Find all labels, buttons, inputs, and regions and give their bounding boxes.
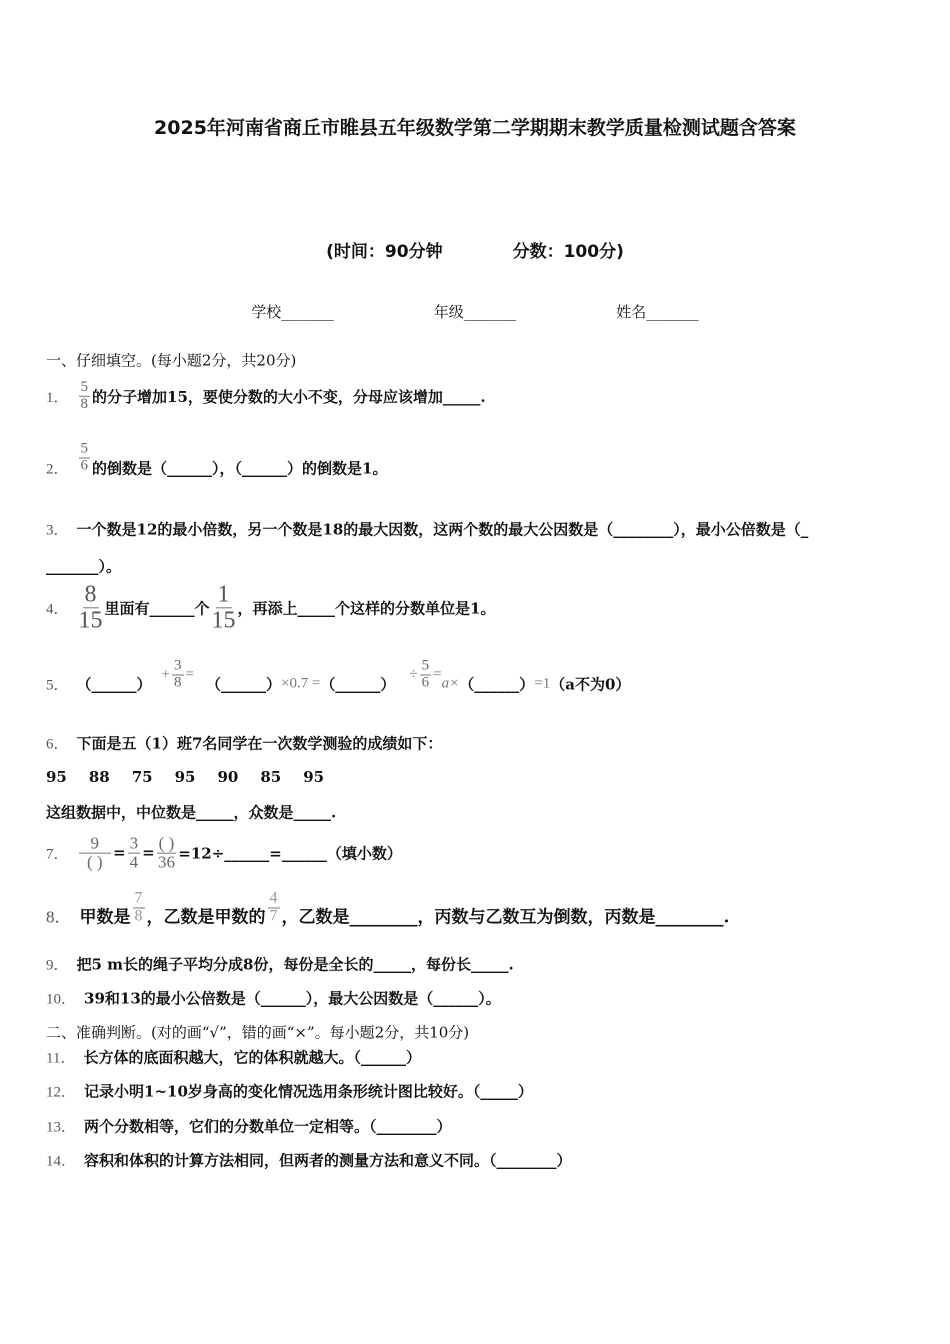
question-12 [46,1081,533,1102]
question-text: 记录小明1~10岁身高的变化情况选用条形统计图比较好。（_____） [84,1082,533,1101]
numerator: 3 [129,833,139,853]
question-number: 6． [46,736,69,753]
blank: （______） [320,675,396,694]
score: 85 [260,768,282,786]
question-text: 的分子增加15，要使分数的大小不变，分母应该增加_____. [92,387,486,406]
question-text: =12÷______=______（填小数） [178,844,402,863]
question-6 [46,733,442,754]
expression: ×0.7 = [280,675,321,692]
denominator: 6 [421,674,430,691]
numerator: 5 [80,440,89,457]
denominator: 7 [269,907,278,925]
equals-sign: = [113,844,126,862]
fraction [133,891,145,926]
question-3-continued: _______）。 [46,557,122,576]
numerator: 7 [134,889,143,907]
question-number: 3． [46,522,69,539]
question-text: 下面是五（1）班7名同学在一次数学测验的成绩如下： [76,734,443,753]
fraction [79,442,91,475]
question-number: 14． [46,1153,77,1170]
question-8 [46,889,729,928]
name-field: 姓名_______ [616,303,699,321]
denominator: ( ) [86,852,103,872]
denominator: 6 [80,457,89,474]
divide-sign: ÷ [409,666,418,683]
question-text: ，乙数是甲数的 [146,907,266,928]
question-text: 容积和体积的计算方法相同，但两者的测量方法和意义不同。（________） [84,1151,572,1170]
question-number: 11． [46,1050,76,1067]
question-text: 一个数是12的最小倍数，另一个数是18的最大因数，这两个数的最大公因数是（________），最小公倍数是（_ [76,520,809,539]
question-number: 9． [46,957,69,974]
denominator: 4 [129,852,139,872]
fraction [212,582,236,633]
score: 75 [131,768,153,786]
denominator: 8 [80,395,89,412]
fraction [268,891,280,926]
school-field: 学校_______ [251,303,334,321]
total-score: 分数：100分) [512,242,624,262]
blank: （______） [459,675,535,694]
equals-sign: = [142,844,155,862]
question-text: 甲数是 [79,907,131,928]
question-10 [46,988,501,1009]
score-list [46,768,346,786]
numerator: 1 [217,581,230,608]
exam-meta [0,237,950,262]
fraction [79,582,103,633]
numerator: 8 [84,581,97,608]
numerator: 5 [80,378,89,395]
question-text: ，再添上_____个这样的分数单位是1。 [237,599,496,618]
denominator: 8 [134,907,143,925]
blank: （______） [205,675,281,694]
document-title: 2025年河南省商丘市睢县五年级数学第二学期期末教学质量检测试题含答案 [154,117,796,139]
denominator: 15 [211,607,236,634]
question-3 [46,519,808,540]
fraction [79,835,112,872]
time-limit: (时间：90分钟 [326,242,443,262]
score: 90 [217,768,239,786]
score: 88 [88,768,110,786]
blank: （______） [76,675,152,694]
question-9 [46,954,514,975]
fraction [172,659,184,692]
score: 95 [46,768,67,786]
question-number: 7． [46,846,69,863]
fraction [128,835,141,872]
plus-sign: + [161,666,170,683]
expression: =1 [534,675,551,692]
question-number: 8． [46,907,72,927]
question-text: 的倒数是（______），（______）的倒数是1。 [92,459,388,478]
grade-field: 年级_______ [433,303,517,321]
question-number: 4． [46,601,69,618]
section-2-heading: 二、准确判断。(对的画“√”，错的画“×”。每小题2分，共10分) [46,1023,470,1042]
question-2 [46,438,387,479]
score: 95 [303,768,325,786]
question-number: 1． [46,389,69,406]
denominator: 36 [157,852,175,872]
question-text: 39和13的最小公倍数是（______），最大公因数是（______）。 [84,989,501,1008]
question-13 [46,1116,452,1137]
question-6-prompt: 这组数据中，中位数是_____，众数是_____. [46,803,337,822]
student-info [0,301,950,322]
expression: a× [441,675,460,692]
denominator: 15 [78,607,103,634]
question-5 [46,656,630,695]
denominator: 8 [174,674,182,691]
score: 95 [174,768,196,786]
question-number: 13． [46,1119,77,1136]
question-text: 两个分数相等，它们的分数单位一定相等。（________） [84,1117,452,1136]
numerator: ( ) [158,833,175,853]
question-1 [46,380,486,413]
question-number: 10． [46,991,77,1008]
question-number: 2． [46,461,69,478]
note: （a不为0） [550,675,631,694]
fraction [420,659,432,692]
question-number: 5． [46,677,69,694]
question-4 [46,582,495,633]
question-text: 长方体的底面积越大，它的体积就越大。（______） [83,1048,421,1067]
numerator: 3 [174,657,182,674]
fraction [79,380,91,413]
question-7 [46,835,402,872]
question-14 [46,1150,572,1171]
numerator: 5 [421,657,430,674]
question-text: 里面有______个 [104,599,210,618]
equals-sign: = [185,666,194,683]
numerator: 4 [269,889,278,907]
question-text: 把5 m长的绳子平均分成8份，每份是全长的_____，每份长_____. [76,955,514,974]
equals-sign: = [433,666,442,683]
question-text: ，乙数是________，丙数与乙数互为倒数，丙数是________. [281,907,730,928]
section-1-heading: 一、仔细填空。(每小题2分，共20分) [46,351,297,370]
numerator: 9 [79,835,112,854]
question-number: 12． [46,1084,77,1101]
question-11 [46,1047,421,1068]
fraction [157,835,177,872]
